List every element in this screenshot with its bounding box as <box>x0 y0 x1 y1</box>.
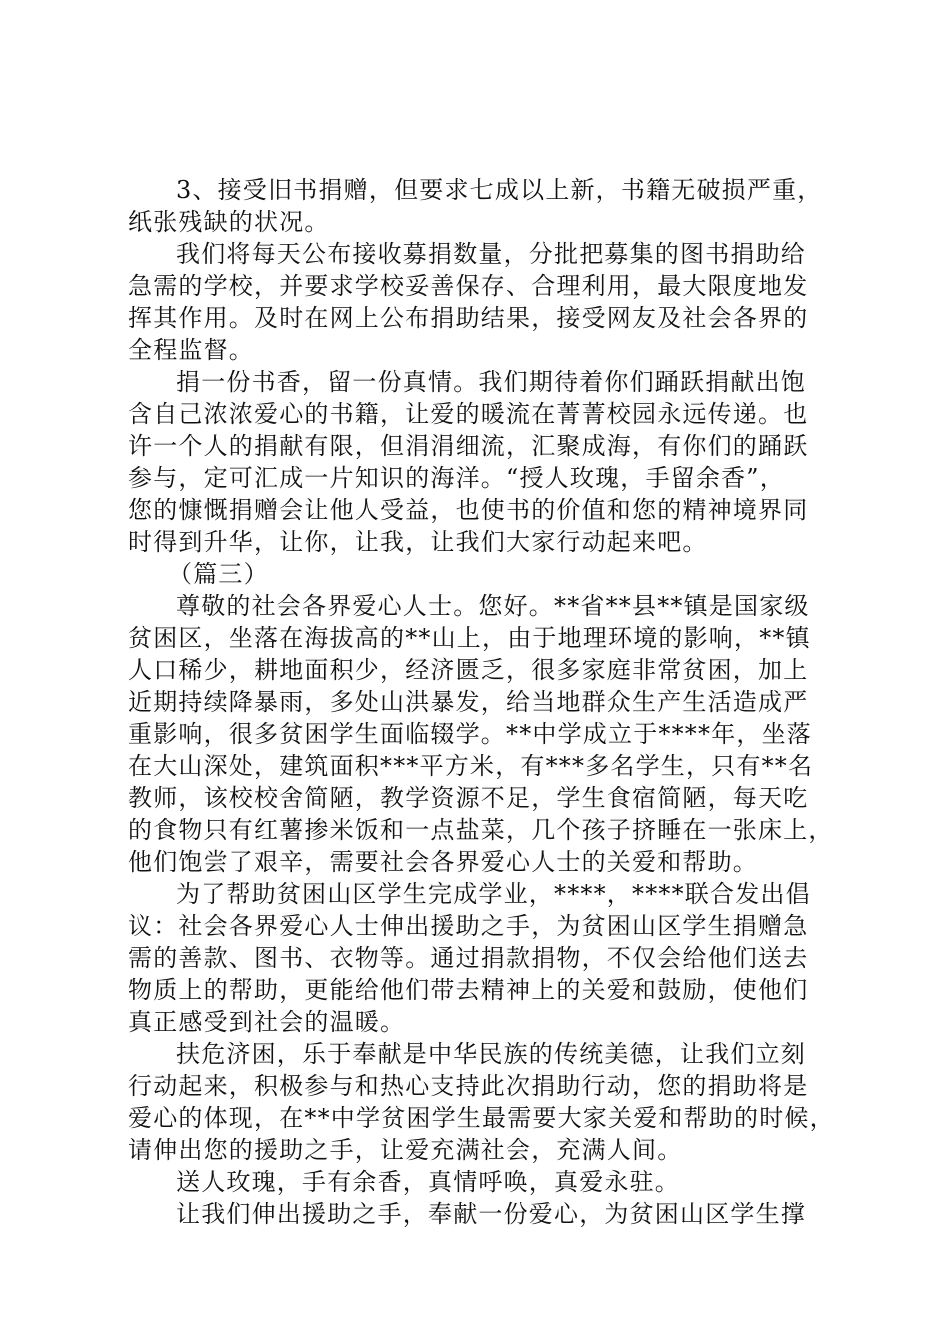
text-line: 含自己浓浓爱心的书籍，让爱的暖流在菁菁校园永远传递。也 <box>128 400 809 428</box>
text-line: 3、接受旧书捐赠，但要求七成以上新，书籍无破损严重， <box>176 176 823 204</box>
text-line: 爱心的体现，在**中学贫困学生最需要大家关爱和帮助的时候， <box>128 1104 835 1132</box>
text-line: 扶危济困，乐于奉献是中华民族的传统美德，让我们立刻 <box>176 1040 806 1068</box>
section-heading: （篇三） <box>168 560 269 588</box>
text-line: 让我们伸出援助之手，奉献一份爱心，为贫困山区学生撑 <box>176 1200 806 1228</box>
text-line: 行动起来，积极参与和热心支持此次捐助行动，您的捐助将是 <box>128 1072 809 1100</box>
text-line: 物质上的帮助，更能给他们带去精神上的关爱和鼓励，使他们 <box>128 976 809 1004</box>
text-line: 许一个人的捐献有限，但涓涓细流，汇聚成海，有你们的踊跃 <box>128 432 809 460</box>
document-body <box>128 174 838 1230</box>
text-line: 他们饱尝了艰辛，需要社会各界爱心人士的关爱和帮助。 <box>128 848 758 876</box>
text-line: 送人玫瑰，手有余香，真情呼唤，真爱永驻。 <box>176 1168 680 1196</box>
text-line: 为了帮助贫困山区学生完成学业，****，****联合发出倡 <box>176 880 811 908</box>
text-line: 的食物只有红薯掺米饭和一点盐菜，几个孩子挤睡在一张床上， <box>128 816 834 844</box>
text-line: 您的慷慨捐赠会让他人受益，也使书的价值和您的精神境界同 <box>128 496 809 524</box>
text-line: 贫困区，坐落在海拔高的**山上，由于地理环境的影响，**镇 <box>128 624 811 652</box>
text-line: 议：社会各界爱心人士伸出援助之手，为贫困山区学生捐赠急 <box>128 912 809 940</box>
text-line: 需的善款、图书、衣物等。通过捐款捐物，不仅会给他们送去 <box>128 944 809 972</box>
text-line: 在大山深处，建筑面积***平方米，有***多名学生，只有**名 <box>128 752 814 780</box>
text-line: 时得到升华，让你，让我，让我们大家行动起来吧。 <box>128 528 708 556</box>
text-line: 参与，定可汇成一片知识的海洋。“授人玫瑰，手留余香”， <box>128 464 785 492</box>
text-line: 全程监督。 <box>128 336 254 364</box>
text-line: 请伸出您的援助之手，让爱充满社会，充满人间。 <box>128 1136 683 1164</box>
text-line: 教师，该校校舍简陋，教学资源不足，学生食宿简陋，每天吃 <box>128 784 809 812</box>
text-line: 尊敬的社会各界爱心人士。您好。**省**县**镇是国家级 <box>176 592 810 620</box>
text-line: 急需的学校，并要求学校妥善保存、合理利用，最大限度地发 <box>128 272 809 300</box>
text-line: 我们将每天公布接收募捐数量，分批把募集的图书捐助给 <box>176 240 806 268</box>
text-line: 挥其作用。及时在网上公布捐助结果，接受网友及社会各界的 <box>128 304 809 332</box>
text-line: 人口稀少，耕地面积少，经济匮乏，很多家庭非常贫困，加上 <box>128 656 809 684</box>
text-line: 捐一份书香，留一份真情。我们期待着你们踊跃捐献出饱 <box>176 368 806 396</box>
text-line: 纸张残缺的状况。 <box>128 208 330 236</box>
text-line: 真正感受到社会的温暖。 <box>128 1008 406 1036</box>
text-line: 近期持续降暴雨，多处山洪暴发，给当地群众生产生活造成严 <box>128 688 809 716</box>
text-line: 重影响，很多贫困学生面临辍学。**中学成立于****年，坐落 <box>128 720 812 748</box>
